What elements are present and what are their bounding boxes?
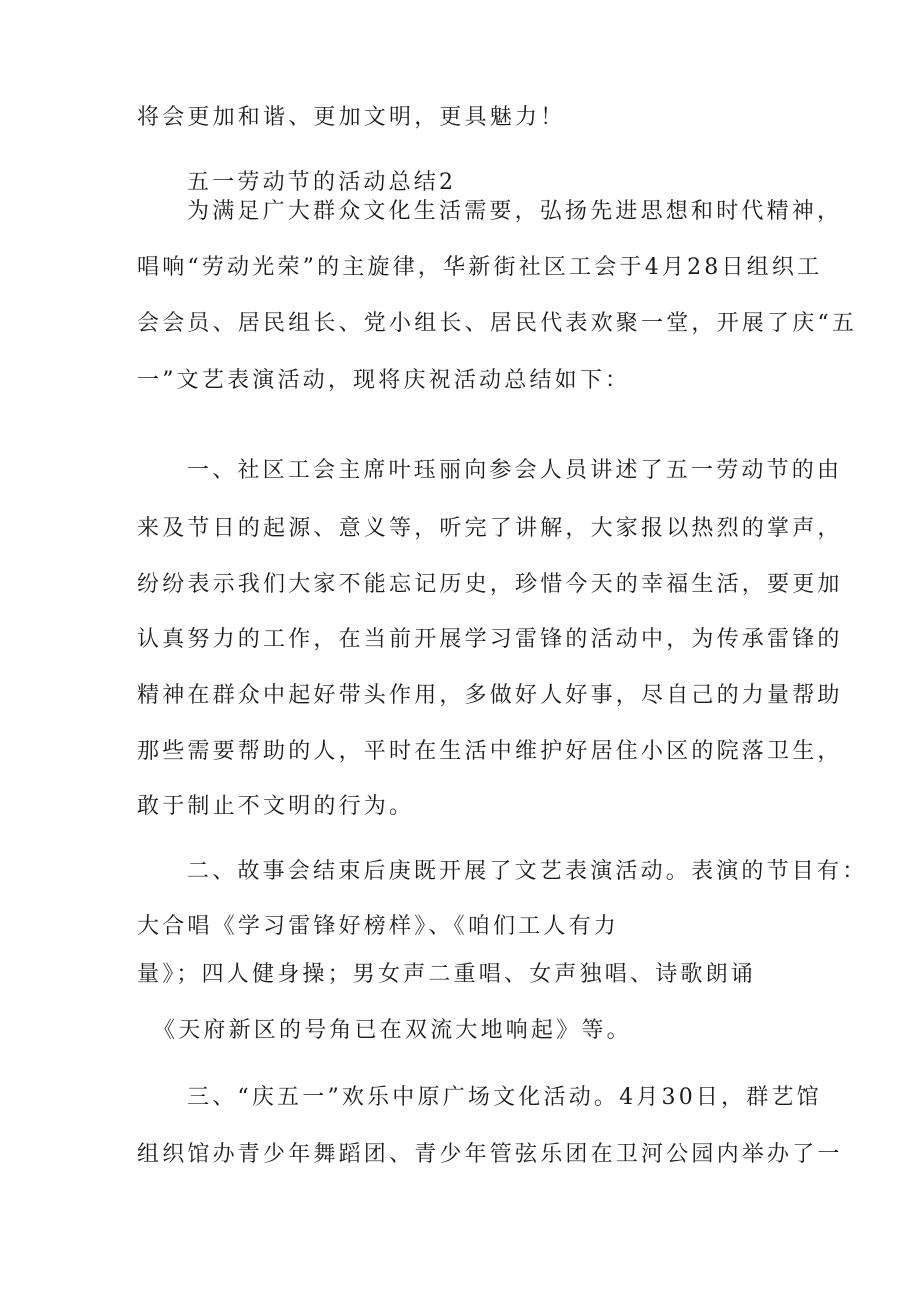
paragraph-line: 一”文艺表演活动，现将庆祝活动总结如下： xyxy=(137,368,631,393)
section-heading: 五一劳动节的活动总结2 xyxy=(187,170,457,195)
paragraph-line: 量》；四人健身操；男女声二重唱、女声独唱、诗歌朗诵 xyxy=(137,962,757,987)
paragraph-line: 为满足广大群众文化生活需要，弘扬先进思想和时代精神， xyxy=(187,199,843,224)
paragraph-line: 会会员、居民组长、党小组长、居民代表欢聚一堂，开展了庆“五 xyxy=(137,311,858,336)
paragraph-line: 认真努力的工作，在当前开展学习雷锋的活动中，为传承雷锋的 xyxy=(137,627,843,652)
paragraph-line: 一、社区工会主席叶珏丽向参会人员讲述了五一劳动节的由 xyxy=(187,458,843,483)
paragraph-line: 二、故事会结束后庚既开展了文艺表演活动。表演的节目有： xyxy=(187,859,868,884)
paragraph-line: 大合唱《学习雷锋好榜样》、《咱们工人有力 xyxy=(137,914,620,939)
paragraph-line: 精神在群众中起好带头作用，多做好人好事，尽自己的力量帮助 xyxy=(137,683,843,708)
paragraph-line: 组织馆办青少年舞蹈团、青少年管弦乐团在卫河公园内举办了一 xyxy=(137,1142,843,1167)
paragraph-line: 敢于制止不文明的行为。 xyxy=(137,794,415,819)
paragraph-line: 那些需要帮助的人，平时在生活中维护好居住小区的院落卫生， xyxy=(137,739,843,764)
paragraph-line: 三、“庆五一”欢乐中原广场文化活动。4月30日，群艺馆 xyxy=(187,1085,822,1110)
paragraph-line: 将会更加和谐、更加文明，更具魅力！ xyxy=(137,105,566,130)
paragraph-line: 唱响“劳动光荣”的主旋律，华新街社区工会于4月28日组织工 xyxy=(137,255,823,280)
paragraph-line: 《天府新区的号角已在双流大地响起》等。 xyxy=(153,1018,632,1043)
paragraph-line: 来及节日的起源、意义等，听完了讲解，大家报以热烈的掌声， xyxy=(137,516,843,541)
paragraph-line: 纷纷表示我们大家不能忘记历史，珍惜今天的幸福生活，要更加 xyxy=(137,572,843,597)
